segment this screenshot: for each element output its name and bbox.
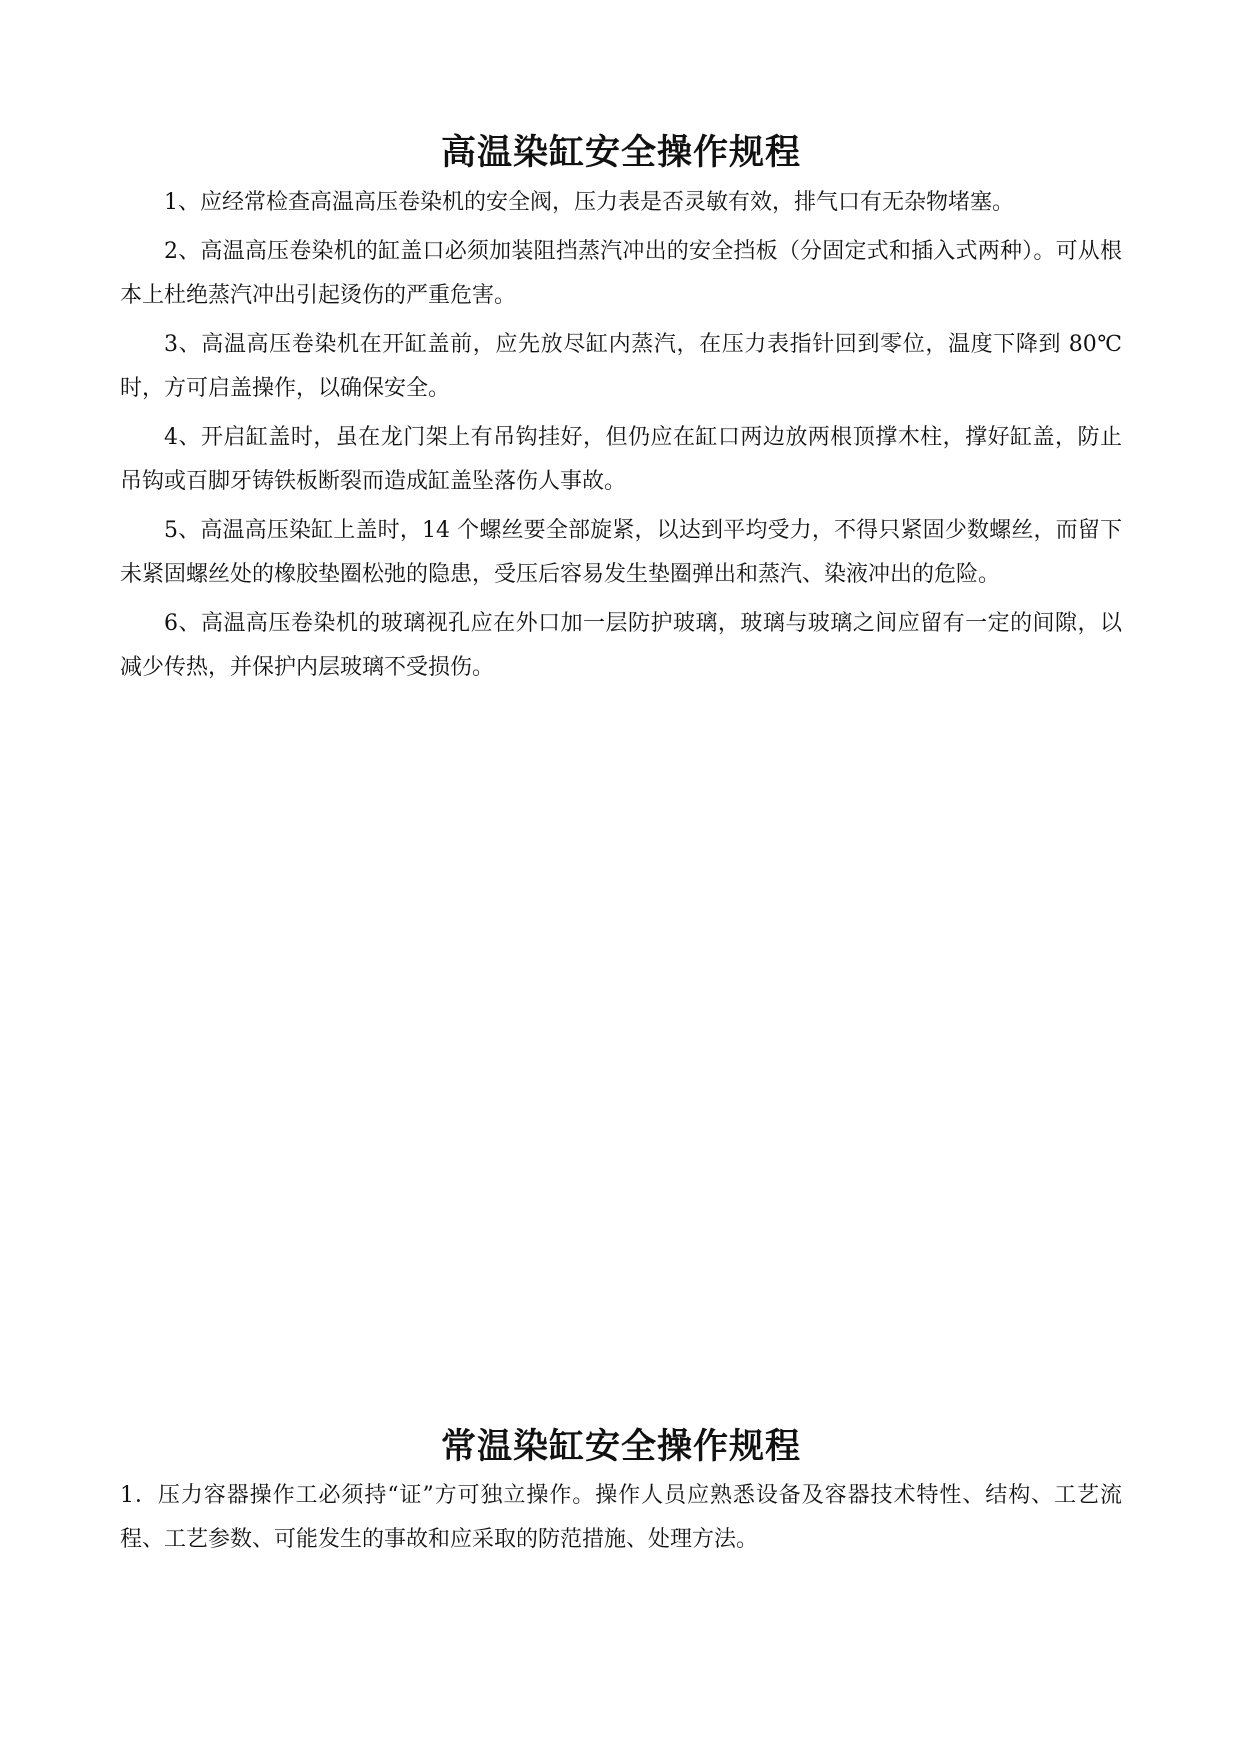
rule-paragraph-1: 1．压力容器操作工必须持“证”方可独立操作。操作人员应熟悉设备及容器技术特性、结构、工艺流程、工艺参数、可能发生的事故和应采取的防范措施、处理方法。 [120, 1483, 1122, 1552]
rule-paragraph-5: 5、高温高压染缸上盖时，14 个螺丝要全部旋紧，以达到平均受力，不得只紧固少数螺丝，而留下未紧固螺丝处的橡胶垫圈松弛的隐患，受压后容易发生垫圈弹出和蒸汽、染液冲出的危险。 [120, 518, 1122, 587]
high-temp-dye-vat-section [120, 128, 1122, 690]
rule-paragraph-3: 3、高温高压卷染机在开缸盖前，应先放尽缸内蒸汽，在压力表指针回到零位，温度下降到 80℃时，方可启盖操作，以确保安全。 [120, 332, 1122, 401]
room-temp-dye-vat-section [120, 1422, 1122, 1562]
rule-paragraph-2: 2、高温高压卷染机的缸盖口必须加装阻挡蒸汽冲出的安全挡板（分固定式和插入式两种）。可从根本上杜绝蒸汽冲出引起烫伤的严重危害。 [120, 239, 1122, 308]
section-title: 常温染缸安全操作规程 [440, 1427, 801, 1467]
section-title: 高温染缸安全操作规程 [440, 133, 801, 173]
rule-paragraph-6: 6、高温高压卷染机的玻璃视孔应在外口加一层防护玻璃，玻璃与玻璃之间应留有一定的间隙，以减少传热，并保护内层玻璃不受损伤。 [120, 611, 1122, 680]
rule-paragraph-4: 4、开启缸盖时，虽在龙门架上有吊钩挂好，但仍应在缸口两边放两根顶撑木柱，撑好缸盖，防止吊钩或百脚牙铸铁板断裂而造成缸盖坠落伤人事故。 [120, 425, 1122, 494]
rule-paragraph-1: 1、应经常检查高温高压卷染机的安全阀，压力表是否灵敏有效，排气口有无杂物堵塞。 [164, 190, 1014, 215]
